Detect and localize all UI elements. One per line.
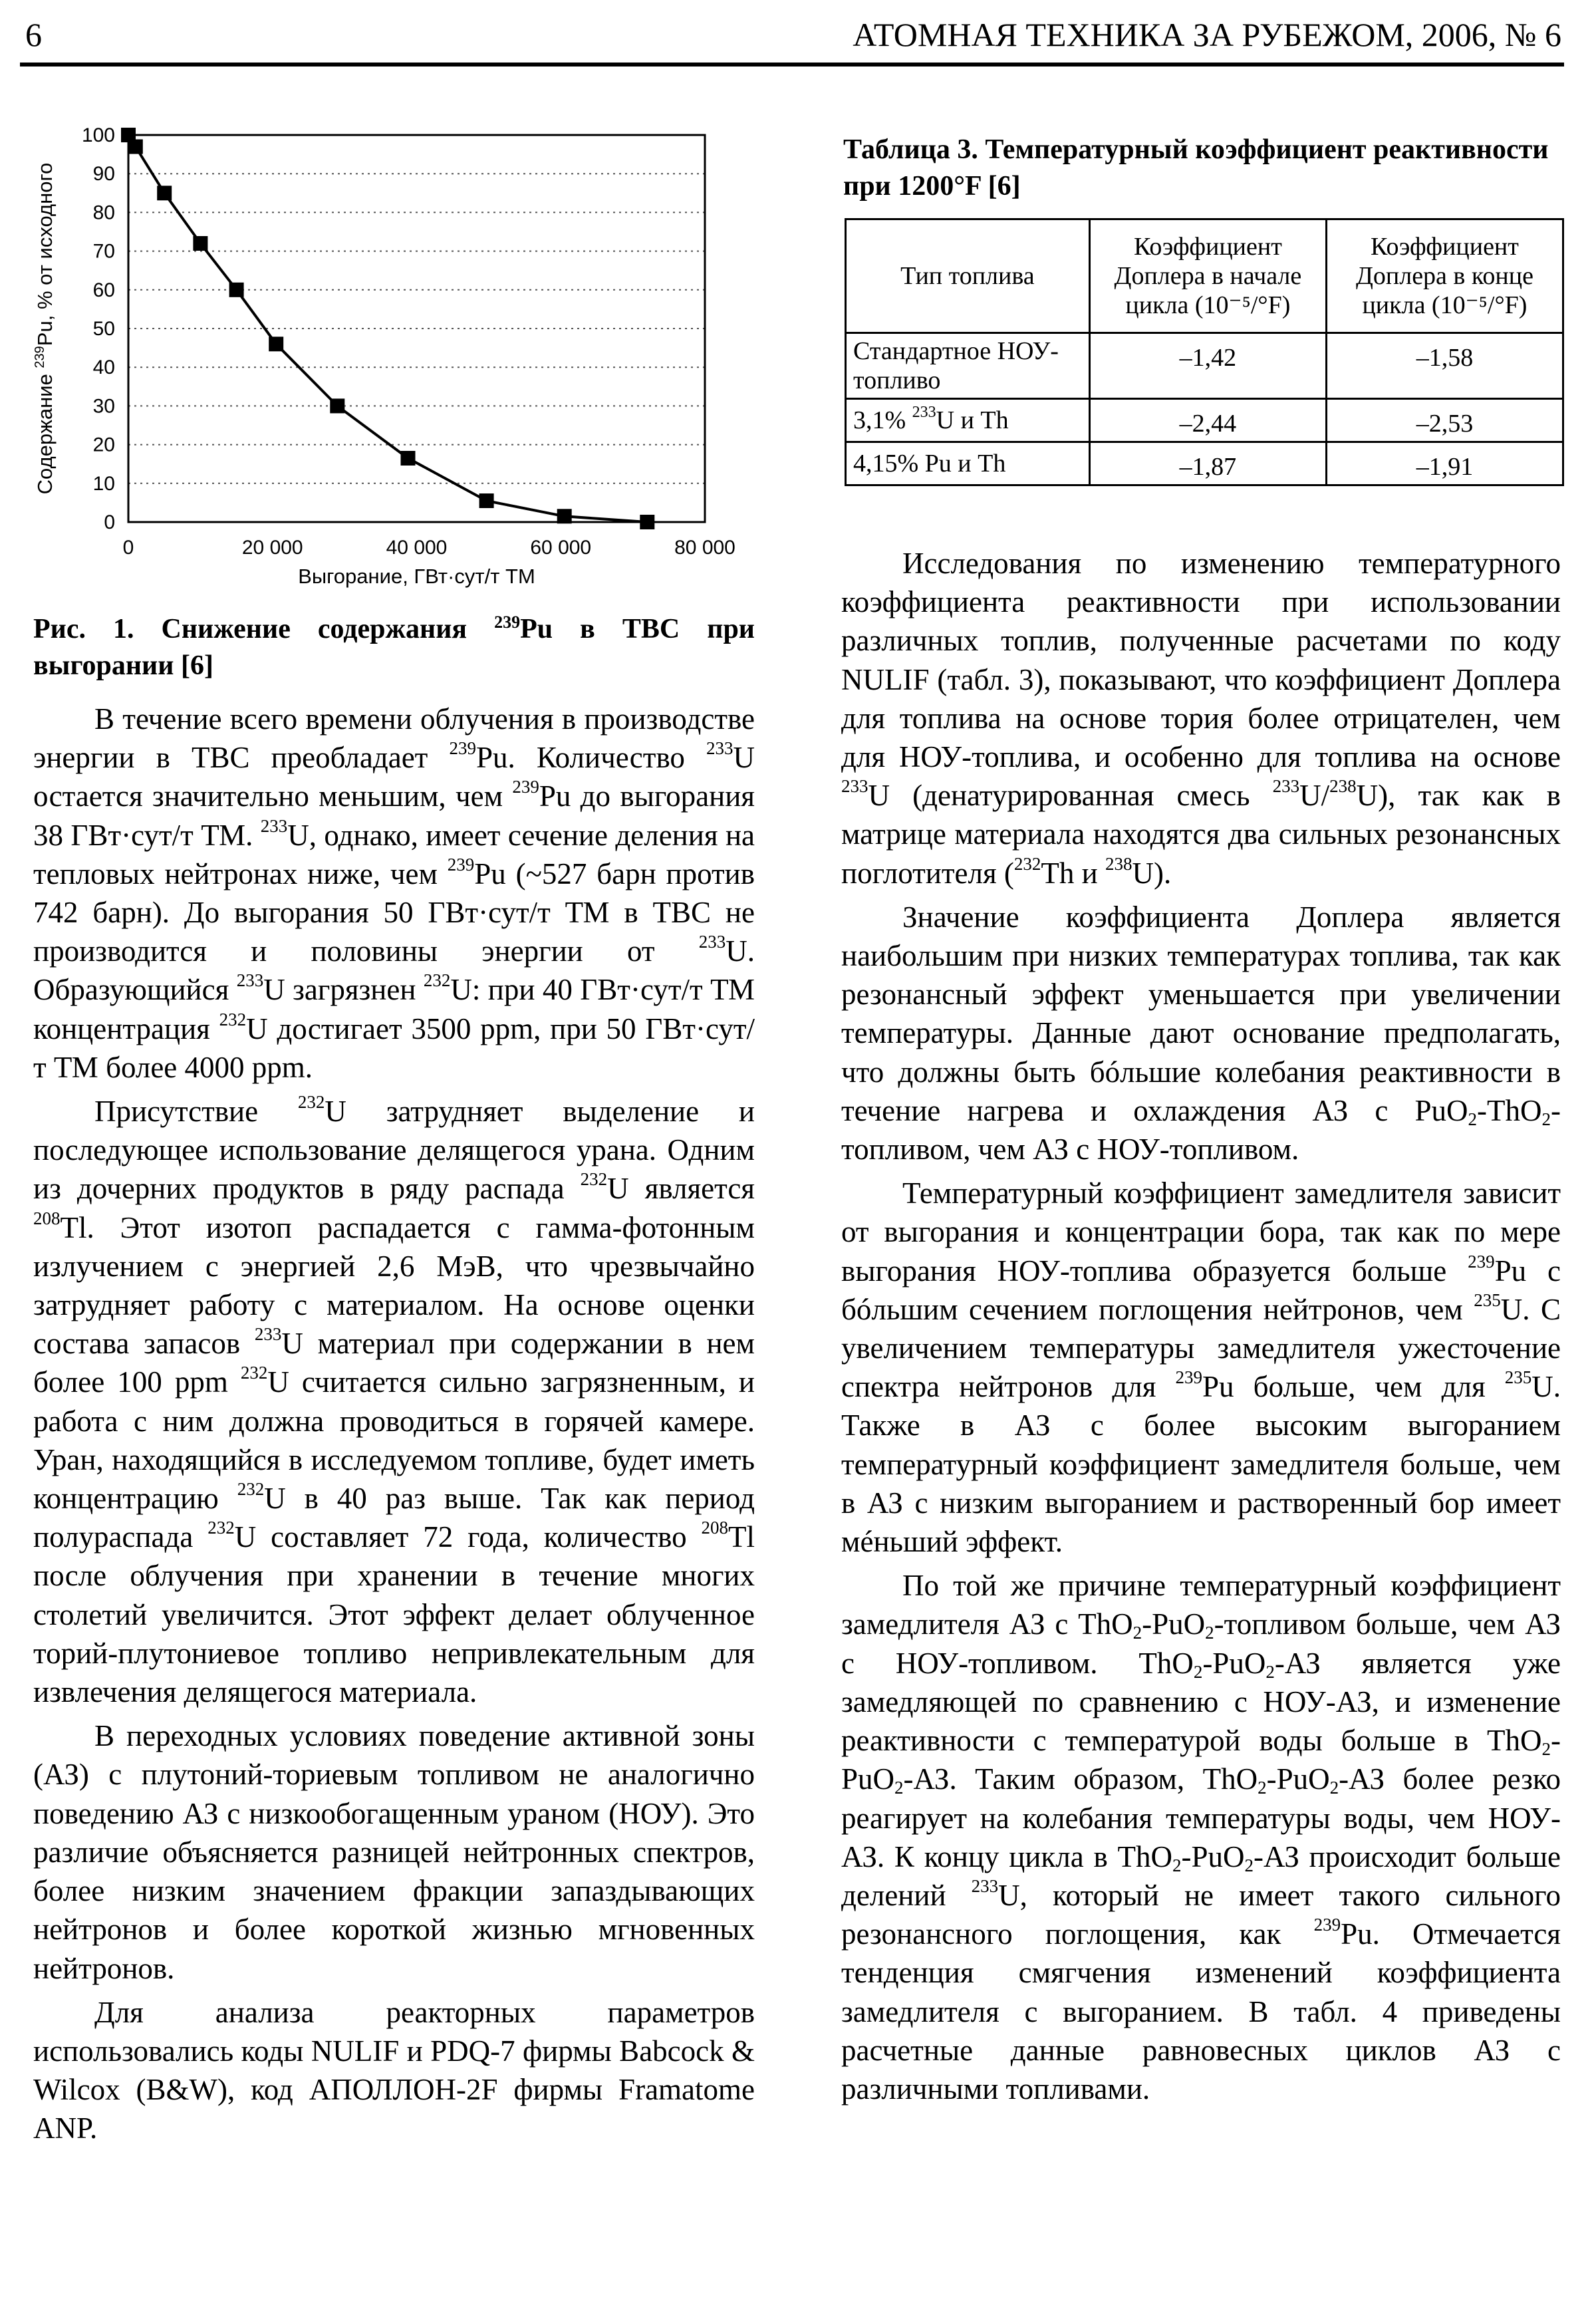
isotope-superscript: 235 bbox=[1474, 1290, 1501, 1310]
x-axis-title: Выгорание, ГВт·сут/т ТМ bbox=[298, 565, 535, 588]
table-title: Таблица 3. Температурный коэффициент реактивности при 1200°F [6] bbox=[843, 134, 1549, 202]
y-tick-label: 90 bbox=[92, 163, 115, 186]
subscript: 2 bbox=[1244, 1855, 1254, 1875]
x-tick-label: 40 000 bbox=[386, 537, 448, 559]
y-axis-title-sup: 239 bbox=[33, 346, 47, 368]
cell-fuel: Стандартное НОУ-топливо bbox=[846, 333, 1090, 399]
isotope-superscript: 233 bbox=[841, 775, 868, 796]
isotope-superscript: 232 bbox=[1013, 853, 1041, 874]
y-tick-label: 10 bbox=[92, 472, 115, 495]
data-point-marker bbox=[557, 509, 572, 523]
isotope-superscript: 232 bbox=[237, 1478, 265, 1499]
subscript: 2 bbox=[1541, 1109, 1551, 1129]
isotope-superscript: 232 bbox=[240, 1363, 268, 1383]
paragraph: Исследования по изменению температурного коэффициента реактивности при использовании различных топлив, полученные расчетами по коду NULIF (табл. 3), показывают, что коэффициент Доплера для топлива на основе тория более отрицателен, чем для НОУ-топлива, и особенно для топлива на основе $^{233}$U (денатурированная смесь $^{233}$U/$^{238}$U), так как в матрице материала находятся два сильных резонансных поглотителя ($^{232}$Th и $^{238}$U). bbox=[841, 547, 1561, 890]
cell-fuel: 4,15% Pu и Th bbox=[846, 442, 1090, 485]
journal-running-header: АТОМНАЯ ТЕХНИКА ЗА РУБЕЖОМ, 2006, № 6 bbox=[853, 16, 1561, 53]
y-tick-label: 30 bbox=[92, 395, 115, 418]
x-tick-label: 0 bbox=[122, 537, 134, 559]
paragraph: Присутствие $^{232}$U затрудняет выделение и последующее использование делящегося урана. Одним из дочерних продуктов в ряду распада $^{232}$U является $^{208}$Tl. Этот изотоп распадается с гамма-фотонным излучением с энергией 2,6 МэВ, что чрезвычайно затрудняет работу с материалом. На основе оценки состава запасов $^{233}$U материал при содержании в нем более 100 ppm $^{232}$U считается сильно загрязненным, и работа с ним должна проводиться в горячей камере. Уран, находящийся в исследуемом топливе, будет иметь концентрацию $^{232}$U в 40 раз выше. Так как период полураспада $^{232}$U составляет 72 года, количество $^{208}$Tl после облучения при хранении в течение многих столетий увеличится. Этот эффект делает облученное торий-плутониевое топливо непривлекательным для извлечения делящегося материала. bbox=[33, 1091, 755, 1709]
cell-fuel-pre: 3,1% bbox=[853, 406, 912, 434]
y-tick-label: 50 bbox=[92, 318, 115, 340]
subscript: 2 bbox=[1258, 1778, 1267, 1798]
y-tick-label: 20 bbox=[92, 434, 115, 456]
y-tick-label: 70 bbox=[92, 240, 115, 263]
isotope-superscript: 232 bbox=[219, 1009, 247, 1029]
isotope-superscript: 235 bbox=[1504, 1367, 1532, 1388]
page-number: 6 bbox=[25, 16, 42, 53]
header-doppler-eoc: Коэффициент Доплера в конце цикла (10⁻⁵/°F) bbox=[1326, 219, 1563, 333]
cell-eoc: –1,58 bbox=[1326, 333, 1563, 399]
paragraph: В переходных условиях поведение активной зоны (АЗ) с плутоний-ториевым топливом не аналогично поведению АЗ с низкообогащенным ураном (НОУ). Это различие объясняется разницей нейтронных спектров, более низким значением фракции запаздывающих нейтронов и более короткой жизнью мгновенных нейтронов. bbox=[33, 1719, 755, 1985]
isotope-superscript: 239 bbox=[512, 777, 539, 797]
cell-eoc: –2,53 bbox=[1326, 399, 1563, 442]
subscript: 2 bbox=[1132, 1623, 1142, 1643]
data-point-marker bbox=[269, 337, 283, 351]
subscript: 2 bbox=[1541, 1738, 1551, 1759]
isotope-superscript: 233 bbox=[254, 1324, 282, 1344]
table-3 bbox=[845, 218, 1564, 486]
isotope-superscript: 239 bbox=[1468, 1251, 1495, 1272]
isotope-superscript: 233 bbox=[698, 931, 726, 952]
isotope-superscript: 232 bbox=[207, 1518, 235, 1538]
y-tick-label: 80 bbox=[92, 202, 115, 224]
subscript: 2 bbox=[1265, 1661, 1275, 1682]
subscript: 2 bbox=[1468, 1109, 1478, 1129]
header-doppler-boc: Коэффициент Доплера в начале цикла (10⁻⁵/°F) bbox=[1089, 219, 1326, 333]
y-axis-title-suffix: Pu, % от исходного bbox=[33, 162, 57, 346]
isotope-superscript: 239 bbox=[449, 738, 476, 758]
cell-boc: –2,44 bbox=[1089, 399, 1326, 442]
isotope-superscript: 239 bbox=[1313, 1914, 1341, 1935]
x-tick-labels bbox=[123, 537, 735, 559]
figure-caption-suffix: Pu в ТВС при выгорании [6] bbox=[33, 614, 755, 681]
figure-caption-sup: 239 bbox=[494, 612, 521, 632]
figure-caption-prefix: Рис. 1. Снижение содержания bbox=[33, 614, 495, 644]
isotope-superscript: 238 bbox=[1105, 853, 1132, 874]
isotope-superscript: 208 bbox=[33, 1208, 61, 1228]
y-tick-labels bbox=[82, 124, 115, 533]
subscript: 2 bbox=[1205, 1623, 1214, 1643]
subscript: 2 bbox=[1193, 1661, 1203, 1682]
subscript: 2 bbox=[894, 1778, 904, 1798]
cell-fuel-post: U и Th bbox=[936, 406, 1009, 434]
cell-boc: –1,42 bbox=[1089, 333, 1326, 399]
isotope-superscript: 239 bbox=[1175, 1367, 1203, 1388]
paragraph: Температурный коэффициент замедлителя зависит от выгорания и концентрации бора, так как по мере выгорания НОУ-топлива образуется больше $^{239}$Pu с бóльшим сечением поглощения нейтронов, чем $^{235}$U. С увеличением температуры замедлителя ужесточение спектра нейтронов для $^{239}$Pu больше, чем для $^{235}$U. Также в АЗ с более высоким выгоранием температурный коэффициент замедлителя больше, чем в АЗ с низким выгоранием и растворенный бор имеет мéньший эффект. bbox=[841, 1176, 1561, 1559]
cell-fuel-sup: 233 bbox=[912, 404, 936, 422]
table-header-row bbox=[846, 219, 1563, 333]
x-tick-label: 80 000 bbox=[674, 537, 735, 559]
isotope-superscript: 238 bbox=[1329, 775, 1357, 796]
data-point-marker bbox=[479, 493, 494, 508]
isotope-superscript: 233 bbox=[1272, 775, 1300, 796]
paragraph: По той же причине температурный коэффициент замедлителя АЗ с ThO$_2$-PuO$_2$-топливом больше, чем АЗ с НОУ-топливом. ThO$_2$-PuO$_2$-АЗ является уже замедляющей по сравнению с НОУ-АЗ, и изменение реактивности с температурой воды больше в ThO$_2$-PuO$_2$-АЗ. Таким образом, ThO$_2$-PuO$_2$-АЗ более резко реагирует на колебания температуры воды, чем НОУ-АЗ. К концу цикла в ThO$_2$-PuO$_2$-АЗ происходит больше делений $^{233}$U, который не имеет такого сильного резонансного поглощения, как $^{239}$Pu. Отмечается тенденция смягчения изменений коэффициента замедлителя с выгоранием. В табл. 4 приведены расчетные данные равновесных циклов АЗ с различными топливами. bbox=[841, 1569, 1561, 2105]
isotope-superscript: 208 bbox=[701, 1518, 728, 1538]
paragraph: Для анализа реакторных параметров использовались коды NULIF и PDQ-7 фирмы Babcock & Wilcox (B&W), код АПОЛЛОН-2F фирмы Framatome ANP. bbox=[33, 1995, 755, 2145]
y-tick-label: 60 bbox=[92, 279, 115, 301]
isotope-superscript: 232 bbox=[580, 1169, 608, 1190]
isotope-superscript: 233 bbox=[706, 738, 733, 758]
y-tick-label: 100 bbox=[81, 124, 115, 146]
table-row bbox=[846, 399, 1563, 442]
x-tick-label: 60 000 bbox=[530, 537, 592, 559]
data-point-marker bbox=[229, 283, 244, 297]
y-axis-title bbox=[33, 163, 57, 495]
paragraph: Значение коэффициента Доплера является наибольшим при низких температурах топлива, так как резонансный эффект уменьшается при увеличении температуры. Данные дают основание предполагать, что должны быть бóльшие колебания реактивности в течение нагрева и охлаждения АЗ с PuO$_2$-ThO$_2$-топливом, чем АЗ с НОУ-топливом. bbox=[841, 900, 1561, 1166]
y-tick-label: 0 bbox=[104, 511, 115, 533]
data-point-marker bbox=[157, 186, 172, 200]
cell-boc: –1,87 bbox=[1089, 442, 1326, 485]
data-point-marker bbox=[128, 140, 143, 154]
paragraph: В течение всего времени облучения в производстве энергии в ТВС преобладает $^{239}$Pu. Количество $^{233}$U остается значительно меньшим, чем $^{239}$Pu до выгорания 38 ГВт·сут/т ТМ. $^{233}$U, однако, имеет сечение деления на тепловых нейтронах ниже, чем $^{239}$Pu (~527 барн против 742 барн). До выгорания 50 ГВт·сут/т ТМ в ТВС не производится и половины энергии от $^{233}$U. Образующийся $^{233}$U загрязнен $^{232}$U: при 40 ГВт·сут/т ТМ концентрация $^{232}$U достигает 3500 ppm, при 50 ГВт·сут/т ТМ более 4000 ppm. bbox=[33, 702, 755, 1084]
grid-lines bbox=[128, 174, 705, 483]
subscript: 2 bbox=[1172, 1855, 1182, 1875]
x-tick-label: 20 000 bbox=[241, 537, 303, 559]
left-text-column bbox=[33, 700, 755, 2148]
table-row bbox=[846, 333, 1563, 399]
y-axis-title-prefix: Содержание bbox=[33, 368, 57, 495]
cell-fuel bbox=[846, 399, 1090, 442]
isotope-superscript: 233 bbox=[260, 815, 288, 836]
right-text-column bbox=[841, 544, 1561, 2108]
header-rule bbox=[20, 63, 1564, 67]
isotope-superscript: 233 bbox=[971, 1875, 999, 1896]
data-point-marker bbox=[401, 451, 416, 466]
data-point-marker bbox=[640, 515, 654, 529]
figure-caption bbox=[33, 604, 755, 684]
table-row bbox=[846, 442, 1563, 485]
isotope-superscript: 232 bbox=[423, 970, 451, 991]
header-fuel-type: Тип топлива bbox=[846, 219, 1090, 333]
subscript: 2 bbox=[1329, 1778, 1339, 1798]
data-point-marker bbox=[330, 398, 344, 413]
cell-eoc: –1,91 bbox=[1326, 442, 1563, 485]
chart-svg bbox=[27, 120, 758, 592]
data-point-marker bbox=[193, 236, 207, 251]
isotope-superscript: 239 bbox=[447, 854, 475, 875]
isotope-superscript: 233 bbox=[236, 970, 264, 991]
figure-1-chart bbox=[27, 120, 758, 592]
y-tick-label: 40 bbox=[92, 356, 115, 379]
isotope-superscript: 232 bbox=[297, 1091, 325, 1112]
